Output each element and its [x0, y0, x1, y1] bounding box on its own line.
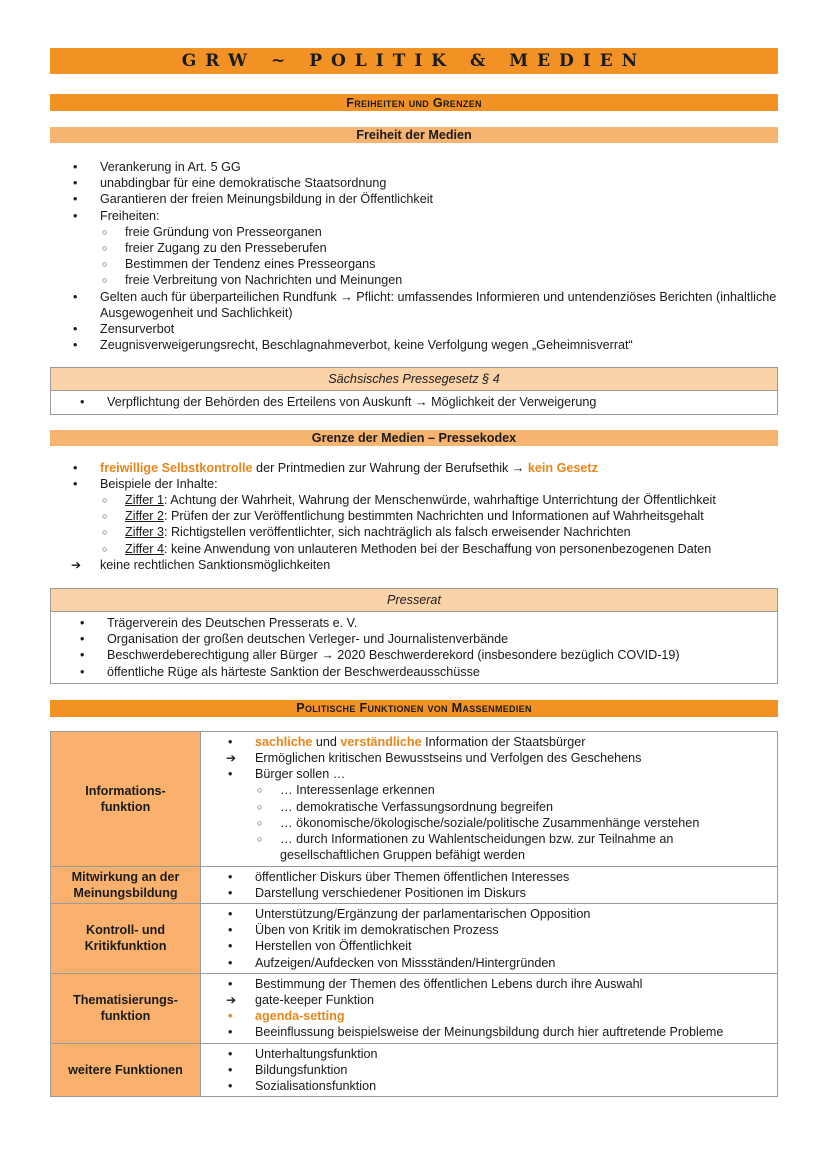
text: und	[312, 734, 341, 749]
ziffer-label: Ziffer 2	[125, 509, 164, 524]
title-bar	[50, 48, 778, 74]
ziffer-text: : Achtung der Wahrheit, Wahrung der Menschenwürde, wahrhaftige Unterrichtung der Öffentlichkeit	[163, 493, 716, 508]
ziffer-text: : Richtigstellen veröffentlichter, sich nachträglich als falsch erweisender Nachrichten	[163, 525, 631, 540]
list-item: • Aufzeigen/Aufdecken von Missständen/Hintergründen	[201, 955, 777, 971]
table-row	[51, 731, 778, 866]
list-item: • Sozialisationsfunktion	[201, 1078, 777, 1094]
table-row	[51, 866, 778, 903]
highlight-selbstkontrolle: freiwillige Selbstkontrolle	[100, 460, 253, 475]
buerger-label: Bürger sollen …	[255, 767, 346, 782]
sub-list-item: ○ … durch Informationen zu Wahlentscheidungen bzw. zur Teilnahme an gesellschaftlichen Gruppen befähigt werden	[255, 831, 777, 863]
sub-list-item	[100, 508, 778, 524]
highlight-kein-gesetz: kein Gesetz	[527, 460, 598, 475]
row-label-mitwirkung: Mitwirkung an der Meinungsbildung	[51, 866, 201, 903]
thema-list	[201, 976, 777, 1041]
presserat-heading: Presserat	[51, 589, 777, 612]
beispiele-label: Beispiele der Inhalte:	[100, 476, 218, 491]
list-item	[201, 766, 777, 863]
list-item: • Zeugnisverweigerungsrecht, Beschlagnahmeverbot, keine Verfolgung wegen „Geheimnisverrat“	[50, 337, 778, 353]
list-item: • Üben von Kritik im demokratischen Prozess	[201, 922, 777, 938]
sub-list-item: ○ freier Zugang zu den Presseberufen	[100, 240, 778, 256]
section-heading-freiheiten: Freiheiten und Grenzen	[50, 94, 778, 111]
presserat-box	[50, 588, 778, 684]
buerger-sublist	[255, 782, 777, 863]
row-content	[201, 1043, 778, 1097]
table-row	[51, 903, 778, 973]
text: der Printmedien zur Wahrung der Berufsethik →	[252, 460, 528, 475]
list-item: • Unterstützung/Ergänzung der parlamentarischen Opposition	[201, 906, 777, 922]
row-content	[201, 866, 778, 903]
list-item: • Verpflichtung der Behörden des Erteilens von Auskunft → Möglichkeit der Verweigerung	[57, 394, 777, 410]
row-content	[201, 731, 778, 866]
sub-list-item: ○ freie Gründung von Presseorganen	[100, 224, 778, 240]
section-heading-funktionen: Politische Funktionen von Massenmedien	[50, 700, 778, 717]
table-row	[51, 1043, 778, 1097]
row-content	[201, 973, 778, 1043]
sub-list-item: ○ freie Verbreitung von Nachrichten und Meinungen	[100, 272, 778, 288]
row-label-weitere: weitere Funktionen	[51, 1043, 201, 1097]
list-item: • Verankerung in Art. 5 GG	[50, 159, 778, 175]
pressegesetz-heading: Sächsisches Pressegesetz § 4	[51, 368, 777, 391]
subheading-grenze-der-medien: Grenze der Medien – Pressekodex	[50, 430, 778, 446]
ziffer-label: Ziffer 4	[125, 541, 164, 556]
list-item	[50, 208, 778, 289]
grenze-list	[50, 460, 778, 573]
mitwirkung-list	[201, 869, 777, 901]
row-label-informationsfunktion: Informations- funktion	[51, 731, 201, 866]
sub-list-item: ○ … demokratische Verfassungsordnung begreifen	[255, 799, 777, 815]
conclusion-item: ➔ keine rechtlichen Sanktionsmöglichkeiten	[50, 557, 778, 573]
table-row	[51, 973, 778, 1043]
list-item: • Bildungsfunktion	[201, 1062, 777, 1078]
list-item: • Beschwerdeberechtigung aller Bürger → 2020 Beschwerderekord (insbesondere bezüglich COVID-19)	[57, 647, 777, 663]
document-page	[50, 48, 778, 1097]
weitere-list	[201, 1046, 777, 1095]
freiheit-list	[50, 159, 778, 353]
funktionen-table	[50, 731, 778, 1097]
list-item	[201, 734, 777, 750]
list-item	[50, 476, 778, 557]
highlight-verstaendliche: verständliche	[340, 734, 422, 749]
list-item: • Trägerverein des Deutschen Presserats e. V.	[57, 615, 777, 631]
list-item-agenda-setting: • agenda-setting	[201, 1008, 777, 1024]
row-label-thematisierung: Thematisierungs- funktion	[51, 973, 201, 1043]
list-item: • Gelten auch für überparteilichen Rundfunk → Pflicht: umfassendes Informieren und untendenziöses Berichten (inhaltliche Ausgewogenheit und Sachlichkeit)	[50, 289, 778, 321]
list-item: • Zensurverbot	[50, 321, 778, 337]
list-item: ➔ gate-keeper Funktion	[201, 992, 777, 1008]
list-item	[50, 460, 778, 476]
sub-list-item	[100, 524, 778, 540]
list-item: ➔ Ermöglichen kritischen Bewusstseins und Verfolgen des Geschehens	[201, 750, 777, 766]
list-item: • Darstellung verschiedener Positionen im Diskurs	[201, 885, 777, 901]
ziffern-sublist	[100, 492, 778, 557]
list-item: • öffentliche Rüge als härteste Sanktion der Beschwerdeausschüsse	[57, 664, 777, 680]
list-item: • Unterhaltungsfunktion	[201, 1046, 777, 1062]
sub-list-item	[100, 541, 778, 557]
sub-list-item	[100, 492, 778, 508]
ziffer-label: Ziffer 3	[125, 525, 164, 540]
list-item: • öffentlicher Diskurs über Themen öffentlichen Interesses	[201, 869, 777, 885]
highlight-sachliche: sachliche	[255, 734, 313, 749]
page-title: GRW ~ POLITIK & MEDIEN	[181, 51, 647, 71]
list-item: • Beeinflussung beispielsweise der Meinungsbildung durch hier auftretende Probleme	[201, 1024, 777, 1040]
info-list	[201, 734, 777, 864]
sub-list-item: ○ … Interessenlage erkennen	[255, 782, 777, 798]
row-label-kontroll: Kontroll- und Kritikfunktion	[51, 903, 201, 973]
sub-list-item: ○ Bestimmen der Tendenz eines Presseorgans	[100, 256, 778, 272]
list-item: • Organisation der großen deutschen Verleger- und Journalistenverbände	[57, 631, 777, 647]
list-item: • Bestimmung der Themen des öffentlichen Lebens durch ihre Auswahl	[201, 976, 777, 992]
kontroll-list	[201, 906, 777, 971]
sub-list-item: ○ … ökonomische/ökologische/soziale/politische Zusammenhänge verstehen	[255, 815, 777, 831]
ziffer-text: : keine Anwendung von unlauteren Methoden bei der Beschaffung von personenbezogenen Daten	[163, 541, 712, 556]
freiheiten-label: Freiheiten:	[100, 208, 160, 223]
freiheiten-sublist	[100, 224, 778, 289]
presserat-list	[51, 612, 777, 683]
pressegesetz-list	[51, 391, 777, 413]
list-item: • Herstellen von Öffentlichkeit	[201, 938, 777, 954]
list-item: • Garantieren der freien Meinungsbildung in der Öffentlichkeit	[50, 191, 778, 207]
text: Information der Staatsbürger	[421, 734, 586, 749]
subheading-freiheit-der-medien: Freiheit der Medien	[50, 127, 778, 143]
ziffer-label: Ziffer 1	[125, 493, 164, 508]
list-item: • unabdingbar für eine demokratische Staatsordnung	[50, 175, 778, 191]
pressegesetz-box	[50, 367, 778, 414]
ziffer-text: : Prüfen der zur Veröffentlichung bestimmten Nachrichten und Informationen auf Wahrheitsgehalt	[163, 509, 704, 524]
row-content	[201, 903, 778, 973]
